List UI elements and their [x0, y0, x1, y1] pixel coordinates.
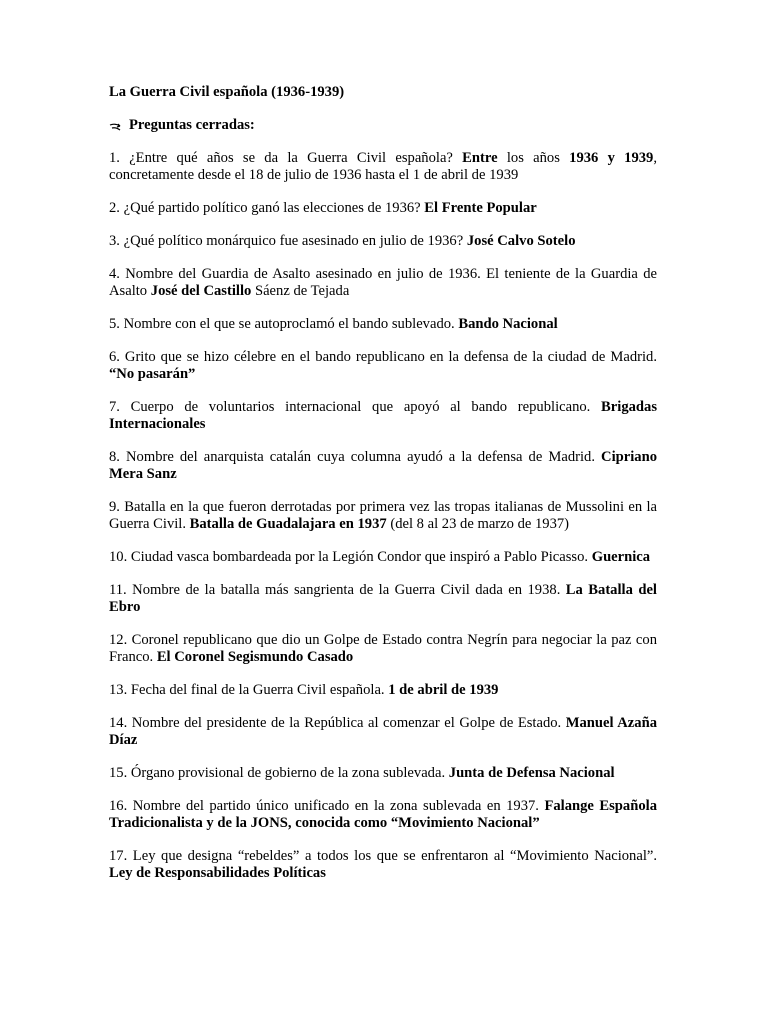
answer-text: Manuel Azaña Díaz [109, 715, 657, 748]
question-item [109, 549, 657, 566]
question-text: , concretamente desde el 18 de julio de 1936 hasta el 1 de abril de 1939 [109, 150, 658, 183]
answer-text: Falange Española Tradicionalista y de la JONS, conocida como “Movimiento Nacional” [109, 798, 657, 831]
question-text: 14. Nombre del presidente de la República al comenzar el Golpe de Estado. [109, 715, 566, 731]
question-text: 1. ¿Entre qué años se da la Guerra Civil española? [109, 150, 463, 166]
question-text: (del 8 al 23 de marzo de 1937) [386, 516, 570, 532]
question-item [109, 765, 657, 782]
answer-text: 1936 y 1939 [569, 150, 654, 166]
question-item [109, 582, 657, 616]
question-text: 5. Nombre con el que se autoproclamó el bando sublevado. [109, 316, 459, 332]
answer-text: Cipriano Mera Sanz [109, 449, 657, 482]
question-item [109, 200, 657, 217]
question-item [109, 349, 657, 383]
question-text: 8. Nombre del anarquista catalán cuya columna ayudó a la defensa de Madrid. [109, 449, 602, 465]
section-heading-text: Preguntas cerradas: [129, 117, 255, 133]
question-text: 13. Fecha del final de la Guerra Civil española. [109, 682, 389, 698]
question-item [109, 682, 657, 699]
question-text: 11. Nombre de la batalla más sangrienta de la Guerra Civil dada en 1938. [109, 582, 566, 598]
question-item [109, 233, 657, 250]
question-text: 9. Batalla en la que fueron derrotadas por primera vez las tropas italianas de Mussolini en la Guerra Civil. [109, 499, 657, 532]
question-item [109, 715, 657, 749]
question-item [109, 632, 657, 666]
answer-text: Guernica [591, 549, 651, 565]
question-text: 4. Nombre del Guardia de Asalto asesinado en julio de 1936. El teniente de la Guardia de Asalto [109, 266, 657, 299]
question-item [109, 399, 657, 433]
question-text: 15. Órgano provisional de gobierno de la zona sublevada. [109, 765, 449, 781]
answer-text: Ley de Responsabilidades Políticas [109, 865, 326, 881]
question-item [109, 449, 657, 483]
question-item [109, 266, 657, 300]
answer-text: 1 de abril de 1939 [388, 682, 499, 698]
question-text: 12. Coronel republicano que dio un Golpe de Estado contra Negrín para negociar la paz con Franco. [109, 632, 657, 665]
question-text: 16. Nombre del partido único unificado en la zona sublevada en 1937. [109, 798, 545, 814]
questions-list [109, 150, 657, 882]
answer-text: José Calvo Sotelo [466, 233, 576, 249]
answer-text: El Frente Popular [424, 200, 537, 216]
answer-text: El Coronel Segismundo Casado [156, 649, 354, 665]
answer-text: José del Castillo [150, 283, 252, 299]
question-text: 7. Cuerpo de voluntarios internacional que apoyó al bando republicano. [109, 399, 602, 415]
document-title: La Guerra Civil española (1936-1939) [109, 84, 345, 100]
question-text: 10. Ciudad vasca bombardeada por la Legión Condor que inspiró a Pablo Picasso. [109, 549, 592, 565]
answer-text: “No pasarán” [109, 366, 196, 382]
answer-text: Batalla de Guadalajara en 1937 [189, 516, 387, 532]
question-item [109, 150, 657, 184]
question-text: Sáenz de Tejada [251, 283, 350, 299]
answer-text: Brigadas Internacionales [109, 399, 657, 432]
arrow-bullet-icon [109, 121, 123, 131]
document-page [109, 84, 657, 898]
question-text: 3. ¿Qué político monárquico fue asesinado en julio de 1936? [109, 233, 467, 249]
answer-text: Entre [462, 150, 498, 166]
question-item [109, 848, 657, 882]
question-item [109, 499, 657, 533]
question-text: 17. Ley que designa “rebeldes” a todos los que se enfrentaron al “Movimiento Nacional”. [109, 848, 657, 864]
section-heading [109, 117, 657, 134]
question-text: 6. Grito que se hizo célebre en el bando republicano en la defensa de la ciudad de Madrid. [109, 349, 657, 365]
answer-text: Bando Nacional [458, 316, 558, 332]
answer-text: Junta de Defensa Nacional [448, 765, 615, 781]
question-item [109, 316, 657, 333]
answer-text: La Batalla del Ebro [109, 582, 657, 615]
question-text: 2. ¿Qué partido político ganó las elecciones de 1936? [109, 200, 425, 216]
question-item [109, 798, 657, 832]
question-text: los años [497, 150, 570, 166]
